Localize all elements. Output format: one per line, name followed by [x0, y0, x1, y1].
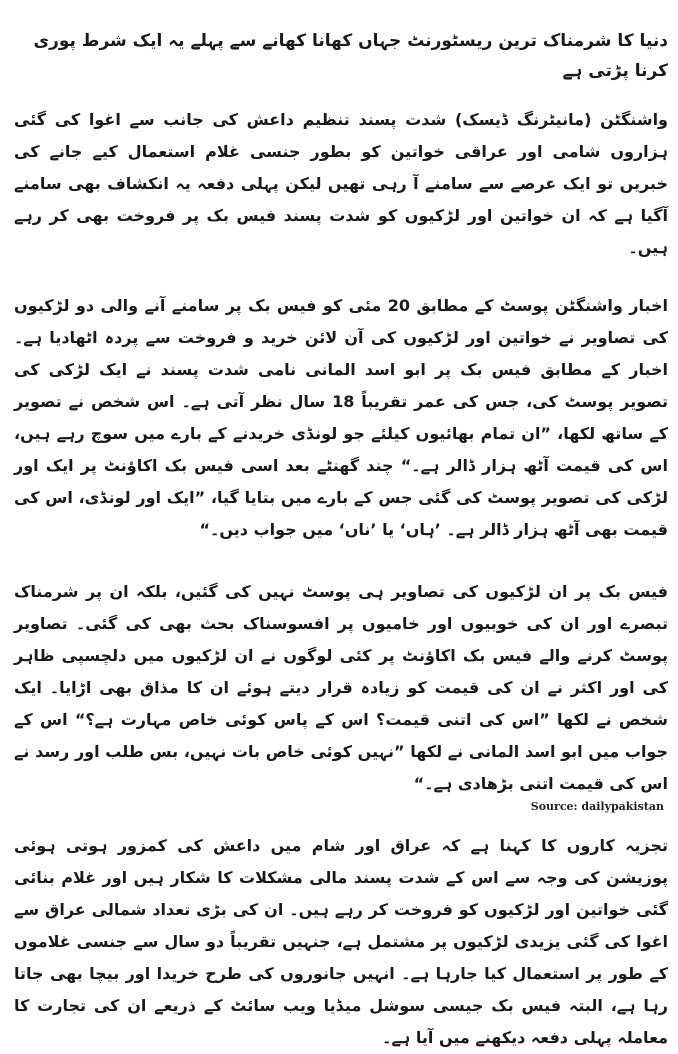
article-paragraph-4: تجزیہ کاروں کا کہنا ہے کہ عراق اور شام میں داعش کی کمزور ہوتی ہوئی پوزیشن کی وجہ سے اس کے شدت پسند مالی مشکلات کا شکار ہیں اور غلام بنائی گئی خواتین اور لڑکیوں کو فروخت کر رہے ہیں۔ ان کی بڑی تعداد شمالی عراق سے اغوا کی گئی یزیدی لڑکیوں پر مشتمل ہے، جنہیں تقریباً دو سال سے جنسی غلاموں کے طور پر استعمال کیا جارہا ہے۔ انہیں جانوروں کی طرح خریدا اور بیچا بھی جاتا رہا ہے، البتہ فیس بک جیسی سوشل میڈیا ویب سائٹ کے ذریعے ان کی تجارت کا معاملہ پہلی دفعہ دیکھنے میں آیا ہے۔ — [14, 836, 668, 1047]
article-paragraph-3: فیس بک پر ان لڑکیوں کی تصاویر ہی پوسٹ نہیں کی گئیں، بلکہ ان پر شرمناک تبصرے اور ان کی خوبیوں اور خامیوں پر افسوسناک بحث بھی کی گئی۔ تصاویر پوسٹ کرنے والے فیس بک اکاﺅنٹ پر کئی لوگوں نے ان لڑکیوں میں دلچسپی ظاہر کی اور اکثر نے ان کی قیمت کو زیادہ قرار دیتے ہوئے ان کا مذاق بھی اڑایا۔ ایک شخص نے لکھا ”اس کی اتنی قیمت؟ اس کے پاس کوئی خاص مہارت ہے؟“ اس کے جواب میں ابو اسد المانی نے لکھا ”نہیں کوئی خاص بات نہیں، بس طلب اور رسد نے اس کی قیمت اتنی بڑھادی ہے۔“ — [14, 582, 668, 793]
article — [14, 0, 668, 1054]
article-paragraph-1: واشنگٹن (مانیٹرنگ ڈیسک) شدت پسند تنظیم داعش کی جانب سے اغوا کی گئی ہزاروں شامی اور عراقی خواتین کو بطور جنسی غلام استعمال کیے جانے کی خبریں تو ایک عرصے سے سامنے آ رہی تھیں لیکن پہلی دفعہ یہ انکشاف بھی سامنے آگیا ہے کہ ان خواتین اور لڑکیوں کو شدت پسند فیس بک پر فروخت بھی کر رہے ہیں۔ — [14, 110, 668, 257]
source-credit: Source: dailypakistan — [530, 800, 664, 813]
article-paragraph-2: اخبار واشنگٹن پوسٹ کے مطابق 20 مئی کو فیس بک پر سامنے آنے والی دو لڑکیوں کی تصاویر نے خواتین اور لڑکیوں کی آن لائن خرید و فروخت سے پردہ اٹھادیا ہے۔ اخبار کے مطابق فیس بک پر ابو اسد المانی نامی شدت پسند نے ایک لڑکی کی تصویر پوسٹ کی، جس کی عمر تقریباً 18 سال نظر آتی ہے۔ اس شخص نے تصویر کے ساتھ لکھا، ”ان تمام بھائیوں کیلئے جو لونڈی خریدنے کے بارے میں سوچ رہے ہیں، اس کی قیمت آٹھ ہزار ڈالر ہے۔“ چند گھنٹے بعد اسی فیس بک اکاﺅنٹ پر ایک اور لڑکی کی تصویر پوسٹ کی گئی جس کے بارے میں بتایا گیا، ”ایک اور لونڈی، اس کی قیمت بھی آٹھ ہزار ڈالر ہے۔ ’ہاں‘ یا ’ناں‘ میں جواب دیں۔“ — [14, 296, 669, 539]
article-headline: دنیا کا شرمناک ترین ریسٹورنٹ جہاں کھانا کھانے سے پہلے یہ ایک شرط پوری کرنا پڑتی ہے — [33, 31, 668, 81]
